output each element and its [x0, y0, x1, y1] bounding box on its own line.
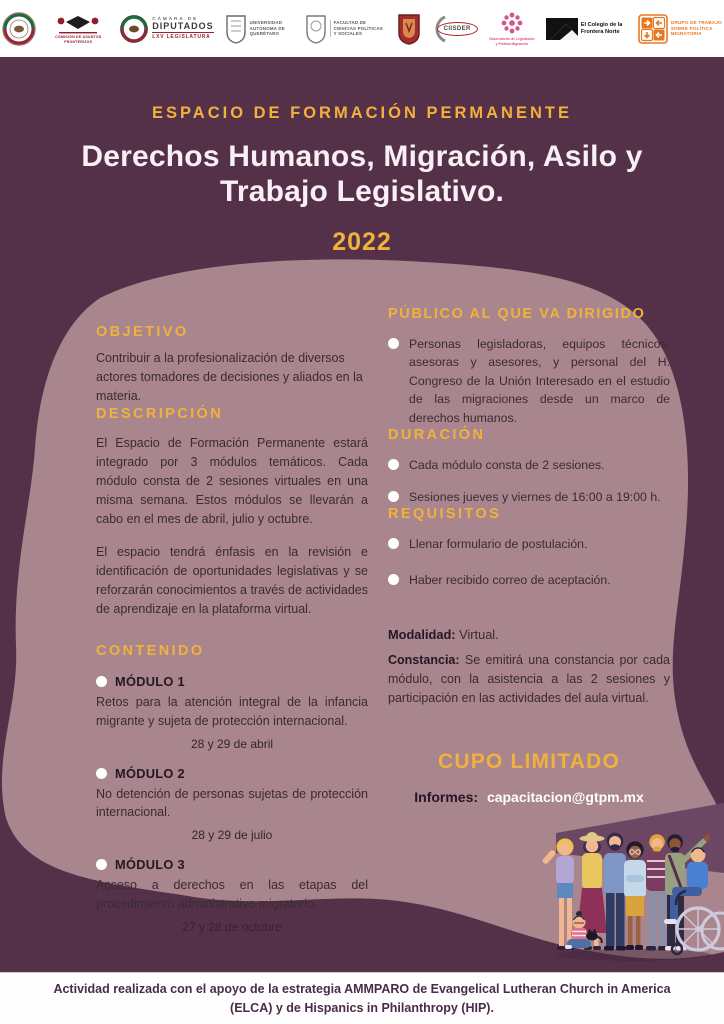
- poster-year: 2022: [332, 227, 392, 256]
- gtpm-arrows-icon: [638, 14, 668, 44]
- right-column: [388, 306, 670, 805]
- informes-label: Informes:: [414, 788, 479, 805]
- uaq-shield-icon: [225, 14, 247, 44]
- bullet-icon: [388, 538, 399, 549]
- requisitos-item: [388, 571, 670, 589]
- logo-senado: [1, 11, 37, 47]
- requisitos-item-text: Llenar formulario de postulación.: [409, 537, 588, 552]
- poster-title: Derechos Humanos, Migración, Asilo y Trabajo Legislativo.: [81, 140, 643, 209]
- comision-label: COMISIÓN DE ASUNTOS FRONTERIZOS: [55, 35, 102, 44]
- colef-mark-icon: [546, 16, 578, 42]
- ciisder-label: CIISDER: [437, 22, 478, 36]
- module-1-text: Retos para la atención integral de la infancia migrante y sujeta de protección internacional.: [96, 695, 368, 728]
- logo-strip: [0, 0, 724, 57]
- bullet-icon: [388, 459, 399, 470]
- modalidad-label: Modalidad:: [388, 626, 456, 642]
- gtpm-label: GRUPO DE TRABAJO SOBRE POLÍTICA MIGRATORIA: [670, 19, 722, 37]
- constancia-value: Se emitirá una constancia por cada módulo, con la asistencia a las 2 sesiones y participación en las actividades del aula virtual.: [388, 652, 670, 705]
- requisitos-item: [388, 535, 670, 553]
- logo-comision-fronteriza: [48, 13, 108, 44]
- person-blonde-woman: [541, 839, 574, 951]
- descripcion-p2: El espacio tendrá énfasis en la revisión e identificación de oportunidades legislativas y se reforzarán conocimientos a través de actividades de aprendizaje en la plataforma virtual.: [96, 545, 368, 616]
- publico-item-text: Personas legisladoras, equipos técnicos, asesoras y asesores, y personal del H. Congreso de la Unión Interesado en el estudio de las migraciones desde un marco de derechos humanos.: [409, 337, 670, 425]
- uaq-label: UNIVERSIDAD AUTÓNOMA DE QUERÉTARO: [249, 20, 285, 37]
- logo-fcpys: [305, 14, 386, 44]
- diputados-seal-icon: [119, 14, 149, 44]
- module-1-label: MÓDULO 1: [115, 674, 185, 689]
- logo-gtpm: [638, 14, 723, 44]
- module-2-date: 28 y 29 de julio: [191, 828, 273, 842]
- observatorio-flower-icon: [500, 11, 524, 35]
- bullet-icon: [96, 859, 107, 870]
- module-3-date: 27 y 28 de octubre: [182, 919, 282, 934]
- module-2: [96, 766, 368, 843]
- descripcion-p1: El Espacio de Formación Permanente estará integrado por 3 módulos temáticos. Cada módulo consta de 2 sesiones virtuales en una misma semana. Estos módulos se llevarán a cabo en el mes de abril, julio y octubre.: [96, 436, 368, 526]
- requisitos-heading: REQUISITOS: [388, 506, 502, 523]
- logo-escudo: [397, 13, 421, 45]
- diputados-sub: LXV LEGISLATURA: [152, 33, 211, 40]
- bullet-icon: [388, 338, 399, 349]
- requisitos-item-text: Haber recibido correo de aceptación.: [409, 572, 611, 587]
- modalidad-line: [388, 627, 670, 642]
- bullet-icon: [388, 491, 399, 502]
- constancia-label: Constancia:: [388, 652, 460, 667]
- logo-observatorio: [489, 11, 535, 46]
- bullet-icon: [96, 676, 107, 687]
- module-1-date: 28 y 29 de abril: [190, 736, 274, 751]
- constancia-line: [388, 651, 670, 708]
- module-3-text: Acceso a derechos en las etapas del procedimiento administrativo migratorio.: [96, 878, 368, 911]
- logo-colef: [546, 16, 627, 42]
- objetivo-body: Contribuir a la profesionalización de diversos actores tomadores de decisiones y aliados en la materia.: [96, 351, 363, 403]
- footer: [0, 972, 724, 1024]
- info-block: [388, 627, 670, 708]
- objetivo-heading: OBJETIVO: [96, 324, 189, 340]
- observatorio-label: Observatorio de Legislación y Política Migratoria: [488, 37, 535, 46]
- duracion-item: [388, 456, 670, 474]
- logo-ciisder: [432, 14, 478, 44]
- module-2-label: MÓDULO 2: [115, 765, 185, 781]
- informes-email: capacitacion@gtpm.mx: [486, 788, 644, 805]
- modalidad-value: Virtual.: [459, 626, 499, 642]
- duracion-item-text: Sesiones jueves y viernes de 16:00 a 19:00 h.: [409, 489, 661, 504]
- logo-uaq: [225, 14, 294, 44]
- handshake-icon: [55, 13, 101, 35]
- diputados-label-main: DIPUTADOS: [152, 22, 213, 33]
- program-kicker: ESPACIO DE FORMACIÓN PERMANENTE: [152, 104, 572, 122]
- diputados-label-top: CÁMARA DE: [152, 16, 199, 21]
- publico-item: [388, 335, 670, 427]
- duracion-heading: DURACIÓN: [388, 427, 486, 444]
- senado-seal-icon: [1, 11, 37, 47]
- duracion-item: [388, 488, 670, 506]
- logo-camara-diputados: [119, 14, 213, 44]
- module-3-label: MÓDULO 3: [115, 857, 185, 872]
- duracion-item-text: Cada módulo consta de 2 sesiones.: [409, 458, 605, 473]
- left-column: [96, 324, 368, 934]
- footer-text: Actividad realizada con el apoyo de la estrategia AMMPARO de Evangelical Lutheran Church in America (ELCA) y de Hispanics in Philanthropy (HIP).: [53, 982, 671, 1015]
- contenido-heading: CONTENIDO: [96, 643, 205, 659]
- bullet-icon: [388, 574, 399, 585]
- group-illustration: [534, 803, 724, 968]
- bullet-icon: [96, 768, 107, 779]
- title-block: [0, 104, 724, 257]
- module-2-text: No detención de personas sujetas de protección internacional.: [96, 786, 368, 820]
- module-3: [96, 857, 368, 934]
- descripcion-heading: DESCRIPCIÓN: [96, 406, 224, 422]
- escudo-shield-icon: [397, 13, 421, 45]
- colef-label: El Colegio de la Frontera Norte: [580, 21, 623, 35]
- module-1: [96, 674, 368, 751]
- fcpys-shield-icon: [305, 14, 327, 44]
- publico-heading: PÚBLICO AL QUE VA DIRIGIDO: [388, 306, 646, 322]
- fcpys-label: FACULTAD DE CIENCIAS POLÍTICAS Y SOCIALES: [330, 20, 386, 37]
- cupo-heading: CUPO LIMITADO: [437, 749, 621, 773]
